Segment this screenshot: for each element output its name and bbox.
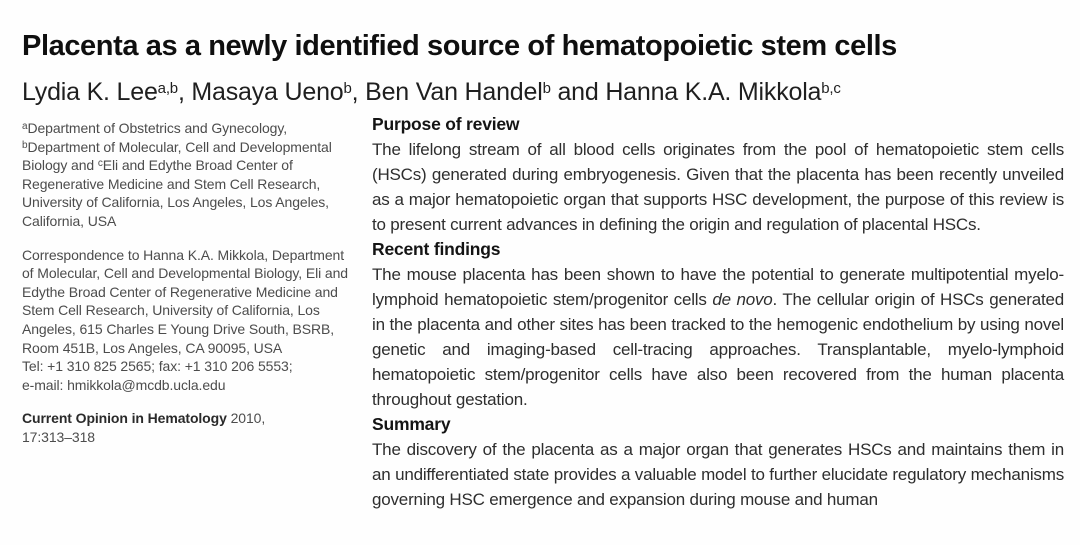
correspondence: Correspondence to Hanna K.A. Mikkola, Department of Molecular, Cell and Developmental Biology, Eli and Edythe Broad Center of Regenerative Medicine and Stem Cell Research, University of California, Los Angeles, 615 Charles E Young Drive South, BSRB, Room 451B, Los Angeles, CA 90095, USA Tel: +1 310 825 2565; fax: +1 310 206 5553; e-mail: hmikkola@mcdb.ucla.edu: [22, 246, 348, 393]
author-line: Lydia K. Lee$^{a,b}$, Masaya Ueno$^b$, Ben Van Handel$^b$ and Hanna K.A. Mikkola$^{b,c}$: [22, 78, 841, 106]
section-heading-purpose-of-review: Purpose of review: [372, 114, 520, 134]
abstract-section-recent-findings: [372, 237, 1064, 412]
section-body-purpose-of-review: The lifelong stream of all blood cells originates from the pool of hematopoietic stem cells (HSCs) generated during embryogenesis. Given that the placenta has been recently unveiled as a major hematopoietic organ that supports HSC development, the purpose of this review is to present current advances in defining the origin and regulation of placental HSCs.: [372, 140, 1064, 234]
abstract-section-summary: [372, 412, 1064, 512]
abstract-section-purpose: [372, 112, 1064, 237]
section-heading-recent-findings: Recent findings: [372, 239, 501, 259]
left-column: [22, 119, 356, 462]
section-body-summary: The discovery of the placenta as a major organ that generates HSCs and maintains them in an undifferentiated state provides a valuable model to further elucidate regulatory mechanisms governing HSC emergence and expansion during mouse and human: [372, 440, 1064, 509]
affiliations: $^a$Department of Obstetrics and Gynecology, $^b$Department of Molecular, Cell and Developmental Biology and $^c$Eli and Edythe Broad Center of Regenerative Medicine and Stem Cell Research, University of California, Los Angeles, Los Angeles, California, USA: [22, 120, 332, 229]
paper-title: Placenta as a newly identified source of hematopoietic stem cells: [22, 30, 897, 63]
section-body-recent-findings: The mouse placenta has been shown to have the potential to generate multipotential myelo-lymphoid hematopoietic stem/progenitor cells de novo. The cellular origin of HSCs generated in the placenta and other sites has been tracked to the hemogenic endothelium by using novel genetic and imaging-based cell-tracing approaches. Transplantable, myelo-lymphoid hematopoietic stem/progenitor cells have also been recovered from the human placenta throughout gestation.: [372, 265, 1064, 409]
abstract: [372, 112, 1064, 512]
section-heading-summary: Summary: [372, 414, 451, 434]
journal-citation: Current Opinion in Hematology 2010, 17:313–318: [22, 410, 266, 445]
